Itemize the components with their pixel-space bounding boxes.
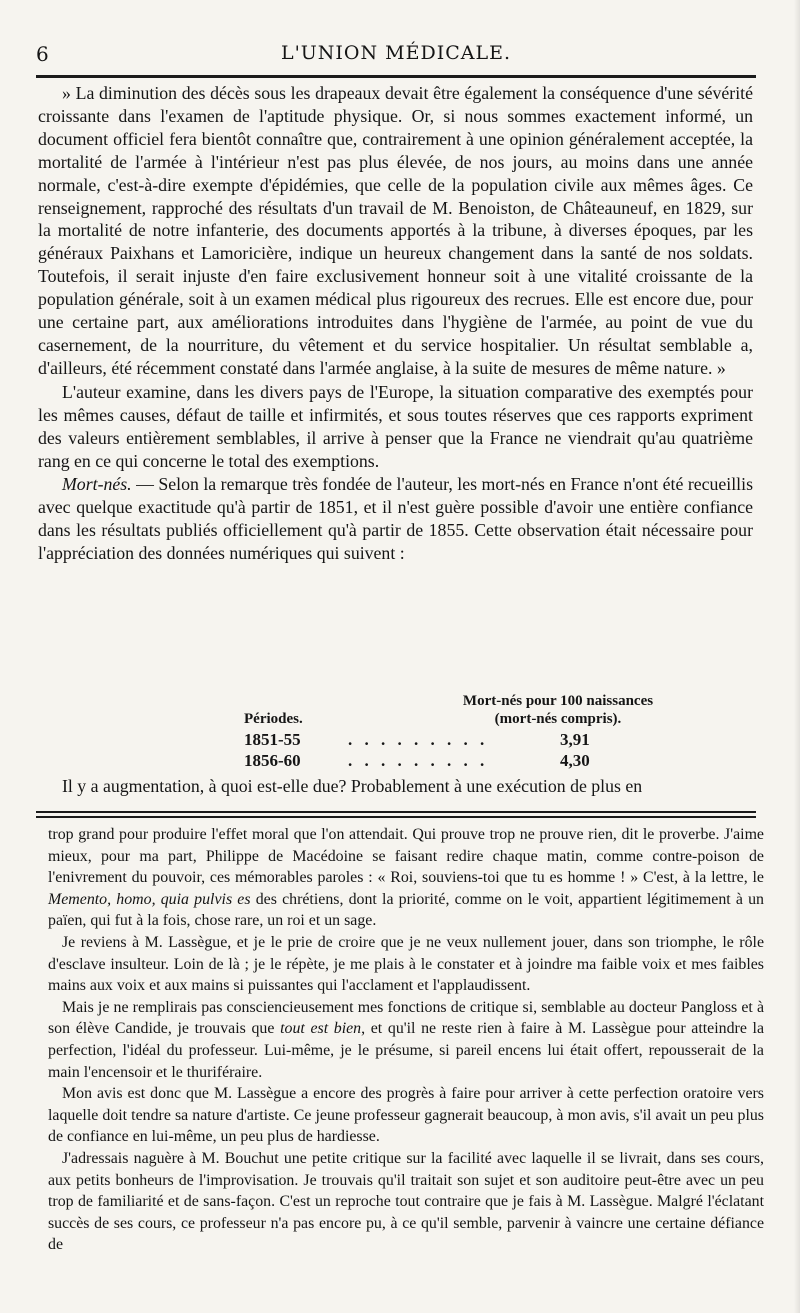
section-lead-mort-nes: Mort-nés. xyxy=(62,474,132,495)
paragraph-stillbirths-text: — Selon la remarque très fondée de l'auteur, les mort-nés en France n'ont été recueillis avec quelque exactitude qu'à partir de 1851, et il n'est guère possible d'avoir une entière confiance dans les résultats publiés officiellement qu'à partir de 1855. Cette observation était nécessaire pour l'appréciation des données numériques qui suivent : xyxy=(38,474,753,564)
table-header-rate-line1: Mort-nés pour 100 naissances xyxy=(462,693,654,709)
page-header xyxy=(36,40,756,72)
latin-quote: Memento, homo, quia pulvis es xyxy=(48,890,251,908)
table-cell-value: 4,30 xyxy=(560,751,590,770)
stillbirth-table xyxy=(38,692,753,774)
feuilleton-text: Mais je ne remplirais pas consciencieusement mes fonctions de critique si, semblable au docteur Pangloss et à son élève Candide, je trouvais que xyxy=(48,998,764,1038)
table-header-rate xyxy=(458,692,658,728)
table-header-rate-line2: (mort-nés compris). xyxy=(494,711,622,727)
page-edge-shadow xyxy=(794,0,800,1313)
feuilleton-paragraph-critique xyxy=(48,997,764,1083)
table-header-period: Périodes. xyxy=(244,711,303,727)
feuilleton-text: , et qu'il ne reste rien à faire à M. Lassègue pour atteindre la perfection, l'idéal du professeur. Lui-même, je le présume, si pareil encens lui était offert, repousserait de la main l'encensoir et le thuriféraire. xyxy=(48,1020,764,1081)
feuilleton-paragraph-progress: Mon avis est donc que M. Lassègue a encore des progrès à faire pour arriver à cette perfection oratoire vers laquelle doit tendre sa nature d'artiste. Ce jeune professeur gagnerait beaucoup, à mon avis, s'il avait un peu plus de confiance en lui-même, un peu plus de hardiesse. xyxy=(48,1085,764,1146)
italic-phrase: tout est bien xyxy=(280,1020,362,1038)
journal-title: L'UNION MÉDICALE. xyxy=(280,42,512,64)
paragraph-army-mortality: » La diminution des décès sous les drapeaux devait être également la conséquence d'une sévérité croissante dans l'examen de l'aptitude physique. Or, si nous sommes exactement informé, un document officiel fera bientôt connaître que, contrairement à une opinion généralement acceptée, la mortalité de l'armée à l'intérieur n'est pas plus élevée, de nos jours, au moins dans une année normale, c'est-à-dire exempte d'épidémies, que celle de la population civile aux mêmes âges. Ce renseignement, rapproché des résultats d'un travail de M. Benoiston, de Châteauneuf, en 1829, sur la mortalité de notre infanterie, des documents apportés à la tribune, à diverses époques, par les généraux Paixhans et Lamoricière, indique un heureux changement dans la santé de nos soldats. Toutefois, il serait injuste d'en faire exclusivement honneur soit à une vitalité croissante de la population générale, soit à un examen médical plus rigoureux des recrues. Elle est encore due, pour une certaine part, aux améliorations introduites dans l'hygiène de l'armée, au point de vue du casernement, de la nourriture, du vêtement et du service hospitalier. Un résultat semblable a, d'ailleurs, été récemment constaté dans l'armée anglaise, à la suite de mesures de même nature. » xyxy=(38,83,753,378)
feuilleton-paragraph-bouchut: J'adressais naguère à M. Bouchut une petite critique sur la facilité avec laquelle il se livrait, dans ses cours, aux petits bonheurs de l'improvisation. Je trouvais qu'il traitait son sujet et son auditoire peut-être avec un peu trop de familiarité et de sans-façon. C'est un reproche tout contraire que je fais à M. Lassègue. Malgré l'éclatant succès de ses cours, ce professeur n'a pas encore pu, à ce qu'il semble, parvenir à vaincre une certaine défiance de xyxy=(48,1149,764,1254)
feuilleton-paragraph-proverb xyxy=(48,824,764,932)
feuilleton-text-column xyxy=(48,824,764,1256)
paragraph-stillbirths xyxy=(38,473,753,565)
paragraph-exemptions: L'auteur examine, dans les divers pays de l'Europe, la situation comparative des exemptés pour les mêmes causes, défaut de taille et infirmités, et sous toutes réserves que ces rapports expriment des valeurs entièrement semblables, il arrive à penser que la France ne viendrait qu'au quatrième rang en ce qui concerne le total des exemptions. xyxy=(38,381,753,471)
table-cell-period: 1856-60 xyxy=(244,751,301,770)
feuilleton-text: des chrétiens, dont la priorité, comme on le voit, appartient légitimement à un païen, qui fut à la fois, chose rare, un roi et un sage. xyxy=(48,890,764,930)
table-row xyxy=(244,730,644,752)
main-text-column xyxy=(38,82,753,565)
feuilleton-text: trop grand pour produire l'effet moral que l'on attendait. Qui prouve trop ne prouve rien, dit le proverbe. J'aime mieux, pour ma part, Philippe de Macédoine se faisant redire chaque matin, comme contre-poison de l'enivrement du pouvoir, ces mémorables paroles : « Roi, souviens-toi que tu es homme ! » C'est, à la lettre, le xyxy=(48,826,764,887)
feuilleton-double-rule xyxy=(36,811,756,818)
page-number: 6 xyxy=(36,42,49,66)
feuilleton-paragraph-lassegue: Je reviens à M. Lassègue, et je le prie de croire que je ne veux nullement jouer, dans son triomphe, le rôle d'esclave insulteur. Loin de là ; je le répète, je me plais à le constater et à joindre ma faible voix et mes faibles mains aux voix et aux mains si puissantes qui l'acclament et l'applaudissent. xyxy=(48,933,764,995)
table-cell-leader-dots: . . . . . . . . . xyxy=(348,751,489,770)
header-rule xyxy=(36,75,756,78)
table-row xyxy=(244,751,644,773)
table-cell-period: 1851-55 xyxy=(244,730,301,749)
table-cell-leader-dots: . . . . . . . . . xyxy=(348,730,489,749)
continuation-line: Il y a augmentation, à quoi est-elle due? Probablement à une exécution de plus en xyxy=(62,776,643,796)
table-cell-value: 3,91 xyxy=(560,730,590,749)
